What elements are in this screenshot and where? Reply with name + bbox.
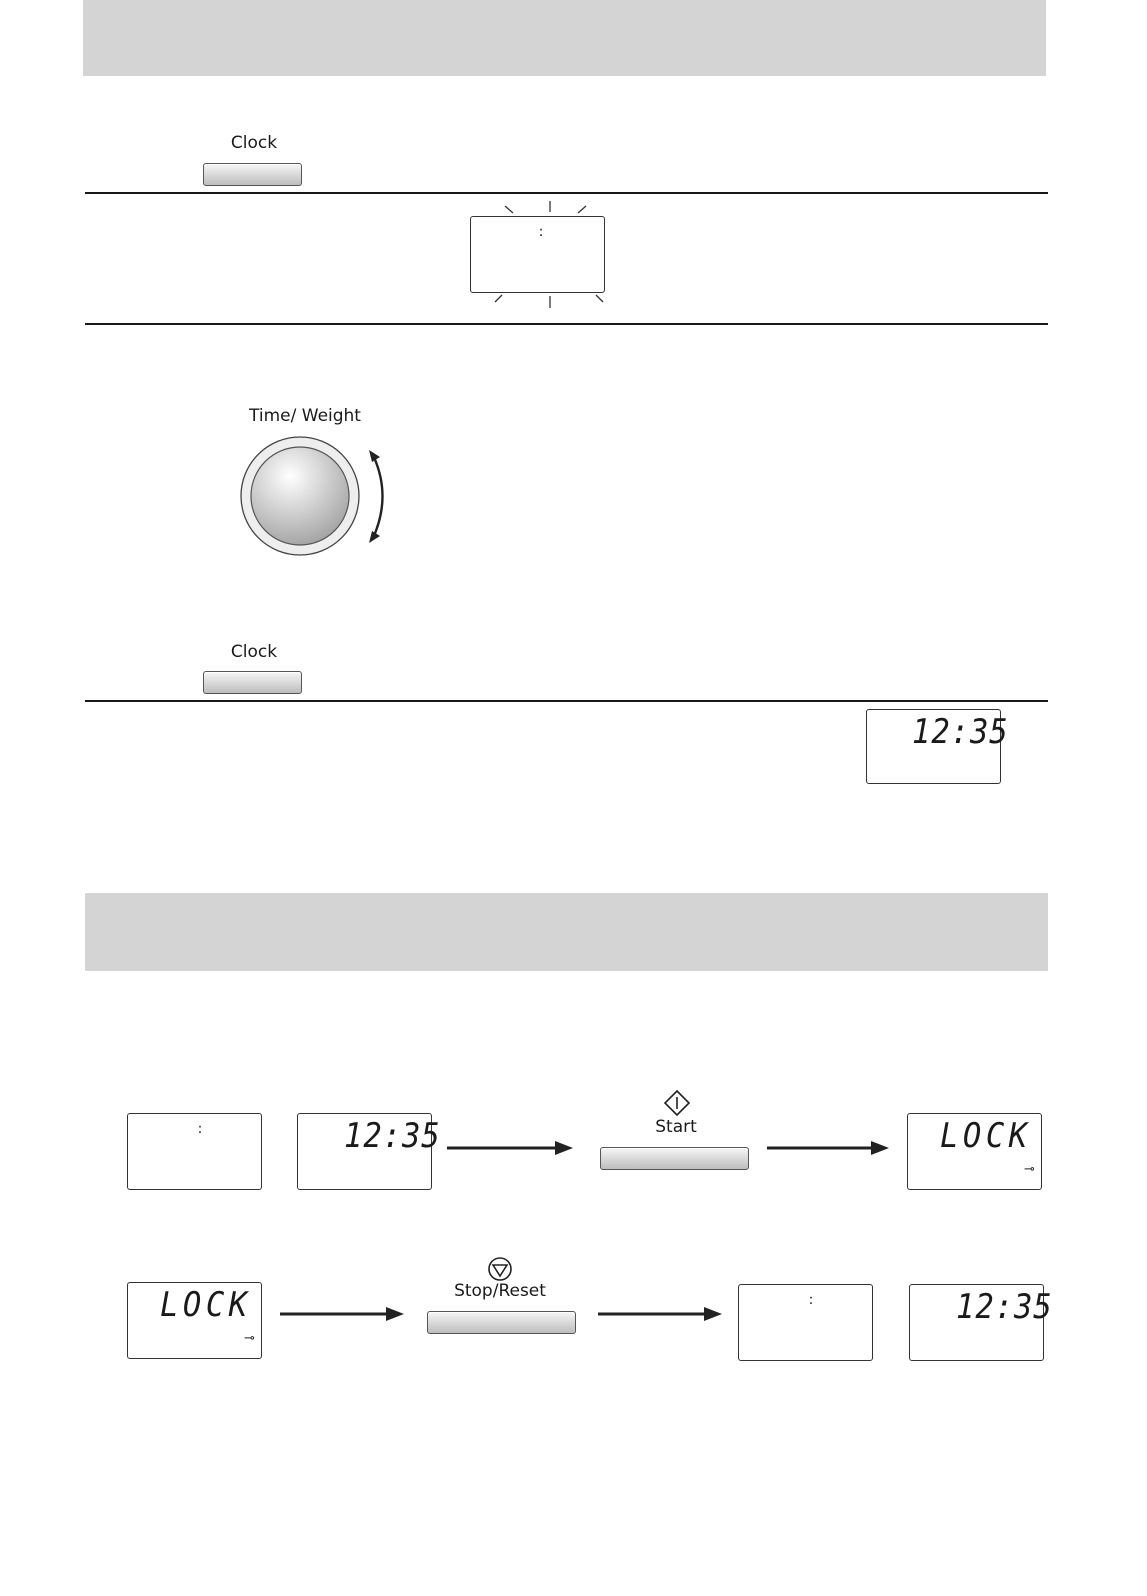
time-readout: 12:35 bbox=[912, 712, 1009, 752]
lock-readout: LOCK bbox=[160, 1285, 252, 1325]
time-readout: 12:35 bbox=[344, 1116, 441, 1156]
arrow-right bbox=[598, 1306, 728, 1322]
lock-readout: LOCK bbox=[940, 1116, 1032, 1156]
divider bbox=[85, 323, 1048, 325]
time-weight-dial[interactable] bbox=[240, 435, 400, 565]
key-icon: ⊸ bbox=[1024, 1162, 1035, 1177]
lock-display bbox=[907, 1113, 1042, 1190]
section-banner-lock bbox=[85, 893, 1048, 971]
time-display bbox=[866, 709, 1009, 784]
blank-display bbox=[738, 1284, 873, 1361]
time-display bbox=[297, 1113, 441, 1190]
stop-icon bbox=[487, 1256, 513, 1282]
lock-display bbox=[127, 1282, 262, 1359]
stop-button-label: Stop/Reset bbox=[454, 1281, 546, 1301]
time-readout: 12:35 bbox=[956, 1287, 1053, 1327]
arrow-right bbox=[280, 1306, 410, 1322]
dial-label: Time/ Weight bbox=[249, 406, 361, 426]
arrow-right bbox=[767, 1140, 897, 1156]
clock-button-label: Clock bbox=[230, 133, 278, 153]
clock-button-label-2: Clock bbox=[230, 642, 278, 662]
display-colon: : bbox=[538, 224, 544, 240]
start-button-label: Start bbox=[655, 1117, 697, 1137]
divider bbox=[85, 700, 1048, 702]
key-icon: ⊸ bbox=[244, 1331, 255, 1346]
arrow-right bbox=[447, 1140, 577, 1156]
blank-display bbox=[127, 1113, 262, 1190]
display-colon: : bbox=[808, 1292, 814, 1308]
display-colon: : bbox=[197, 1121, 203, 1137]
clock-button-2[interactable] bbox=[203, 671, 302, 694]
start-button[interactable] bbox=[600, 1147, 749, 1170]
time-display bbox=[909, 1284, 1053, 1361]
stop-reset-button[interactable] bbox=[427, 1311, 576, 1334]
start-icon bbox=[664, 1090, 690, 1116]
